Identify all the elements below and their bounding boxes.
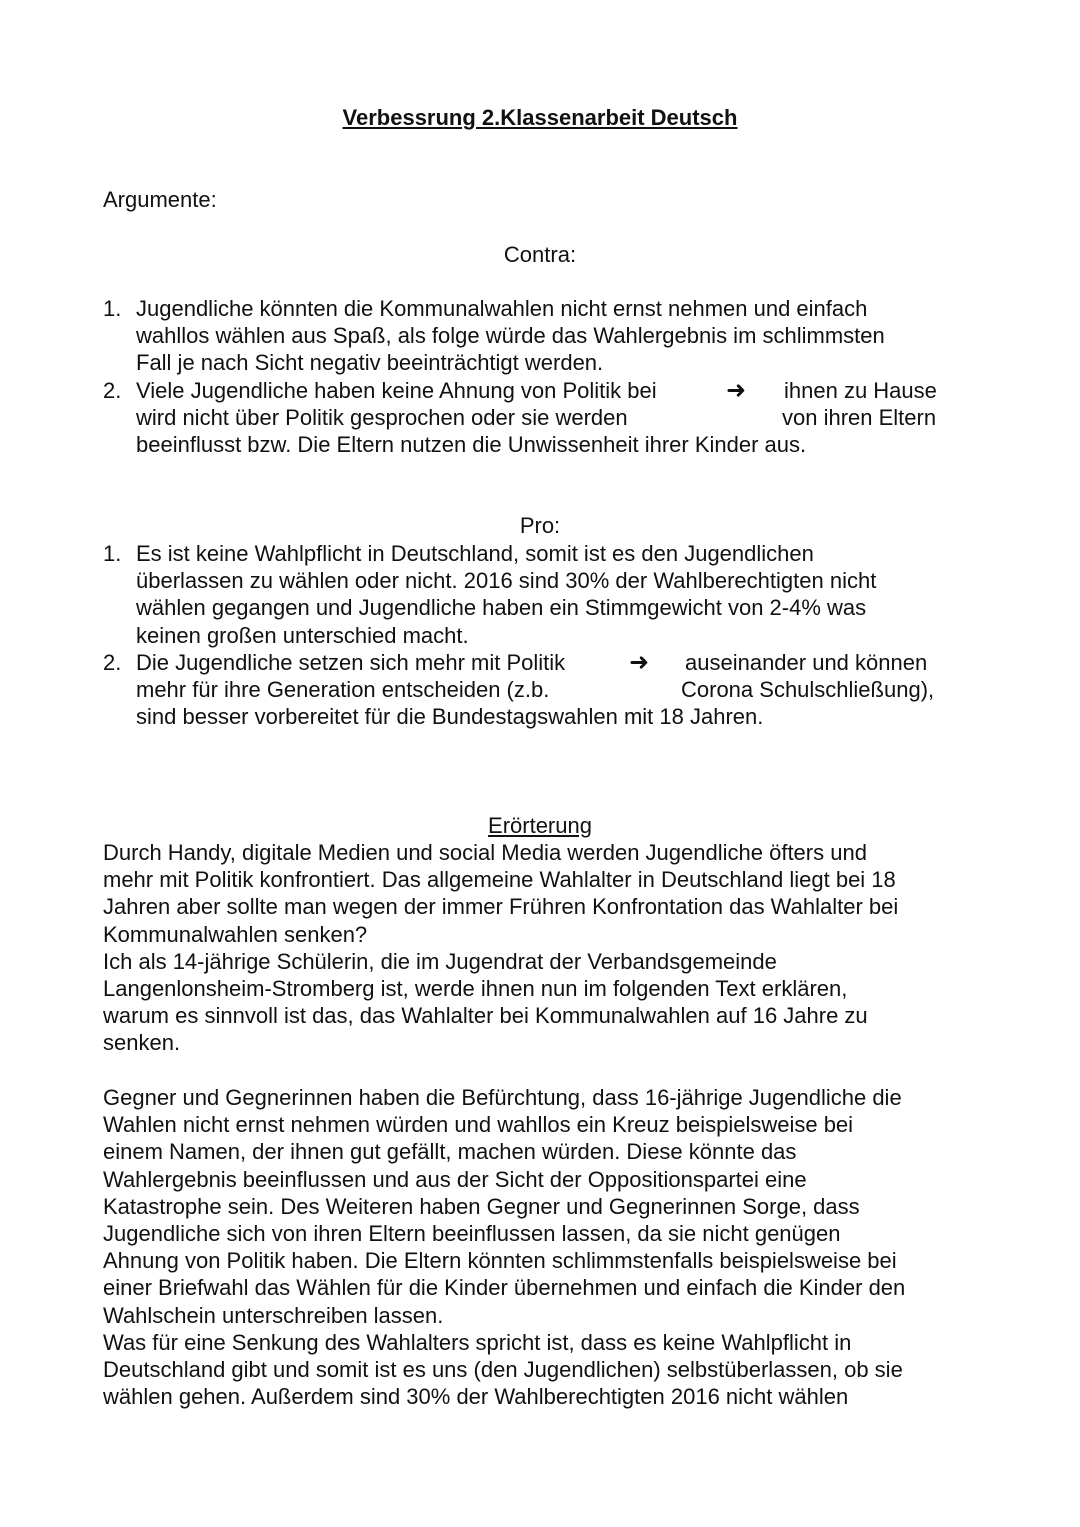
contra-list [103, 295, 963, 458]
eroerterung-paragraph-2 [103, 1084, 983, 1410]
text-line: überlassen zu wählen oder nicht. 2016 sind 30% der Wahlberechtigten nicht [136, 568, 877, 594]
text-line: keinen großen unterschied macht. [136, 622, 469, 648]
pro-heading: Pro: [519, 513, 561, 538]
text-line: sind besser vorbereitet für die Bundestagswahlen mit 18 Jahren. [136, 704, 764, 730]
text-line: Durch Handy, digitale Medien und social Media werden Jugendliche öfters und [103, 840, 867, 865]
pro-list [103, 540, 963, 730]
contra-heading: Contra: [503, 242, 577, 267]
text-line: wählen gehen. Außerdem sind 30% der Wahlberechtigten 2016 nicht wählen [103, 1384, 849, 1410]
arrow-right-icon: ➜ [629, 648, 650, 676]
list-number: 1. [103, 541, 122, 566]
text-line [136, 404, 963, 431]
document-title: Verbessrung 2.Klassenarbeit Deutsch [342, 105, 738, 130]
text-line: Wahlergebnis beeinflussen und aus der Sicht der Oppositionspartei eine [103, 1166, 807, 1192]
text-line: beeinflusst bzw. Die Eltern nutzen die Unwissenheit ihrer Kinder aus. [136, 432, 807, 458]
text-left: wird nicht über Politik gesprochen oder sie werden [136, 404, 628, 430]
text-left: Viele Jugendliche haben keine Ahnung von Politik bei [136, 377, 657, 403]
text-line: wahllos wählen aus Spaß, als folge würde das Wahlergebnis im schlimmsten [136, 323, 885, 349]
contra-item-2 [103, 377, 963, 459]
text-line: Ahnung von Politik haben. Die Eltern könnten schlimmstenfalls beispielsweise bei [103, 1248, 897, 1274]
arrow-right-icon: ➜ [726, 376, 747, 404]
text-left: mehr für ihre Generation entscheiden (z.b. [136, 677, 550, 703]
text-line: Wahlen nicht ernst nehmen würden und wahllos ein Kreuz beispielsweise bei [103, 1112, 854, 1138]
text-line: Gegner und Gegnerinnen haben die Befürchtung, dass 16-jährige Jugendliche die [103, 1085, 902, 1110]
text-line: warum es sinnvoll ist das, das Wahlalter bei Kommunalwahlen auf 16 Jahre zu [103, 1003, 868, 1029]
text-right: ihnen zu Hause [784, 377, 937, 403]
pro-item-2 [103, 649, 963, 731]
text-line [136, 377, 963, 404]
text-line: wählen gegangen und Jugendliche haben ein Stimmgewicht von 2-4% was [136, 595, 867, 621]
text-line [136, 649, 963, 676]
text-line: Langenlonsheim-Stromberg ist, werde ihnen nun im folgenden Text erklären, [103, 976, 848, 1002]
text-line [136, 676, 963, 703]
text-line: Kommunalwahlen senken? [103, 921, 368, 947]
text-line: Fall je nach Sicht negativ beeinträchtigt werden. [136, 350, 604, 376]
text-line: Jugendliche könnten die Kommunalwahlen nicht ernst nehmen und einfach [136, 296, 868, 321]
eroerterung-heading: Erörterung [488, 813, 592, 838]
text-line: Katastrophe sein. Des Weiteren haben Gegner und Gegnerinnen Sorge, dass [103, 1193, 860, 1219]
text-right: auseinander und können [685, 649, 928, 675]
contra-item-1 [103, 295, 963, 377]
list-number: 1. [103, 296, 122, 321]
text-left: Die Jugendliche setzen sich mehr mit Politik [136, 649, 566, 675]
eroerterung-paragraph-1 [103, 839, 983, 1057]
text-line: Es ist keine Wahlpflicht in Deutschland, somit ist es den Jugendlichen [136, 541, 814, 566]
list-number: 2. [103, 649, 122, 675]
text-right: Corona Schulschließung), [681, 677, 935, 703]
text-line: Was für eine Senkung des Wahlalters spricht ist, dass es keine Wahlpflicht in [103, 1329, 852, 1355]
text-line: mehr mit Politik konfrontiert. Das allgemeine Wahlalter in Deutschland liegt bei 18 [103, 867, 896, 893]
text-line: einer Briefwahl das Wählen für die Kinder übernehmen und einfach die Kinder den [103, 1275, 906, 1301]
argumente-label: Argumente: [103, 187, 217, 212]
text-line: senken. [103, 1030, 181, 1056]
text-line: Deutschland gibt und somit ist es uns (den Jugendlichen) selbstüberlassen, ob sie [103, 1357, 903, 1383]
pro-item-1 [103, 540, 963, 649]
text-right: von ihren Eltern [782, 404, 937, 430]
text-line: Ich als 14-jährige Schülerin, die im Jugendrat der Verbandsgemeinde [103, 948, 777, 974]
text-line: Jugendliche sich von ihren Eltern beeinflussen lassen, da sie nicht genügen [103, 1221, 841, 1247]
text-line: Jahren aber sollte man wegen der immer Frühren Konfrontation das Wahlalter bei [103, 894, 899, 920]
text-line: einem Namen, der ihnen gut gefällt, machen würden. Diese könnte das [103, 1139, 797, 1165]
text-line: Wahlschein unterschreiben lassen. [103, 1302, 444, 1328]
list-number: 2. [103, 377, 122, 403]
